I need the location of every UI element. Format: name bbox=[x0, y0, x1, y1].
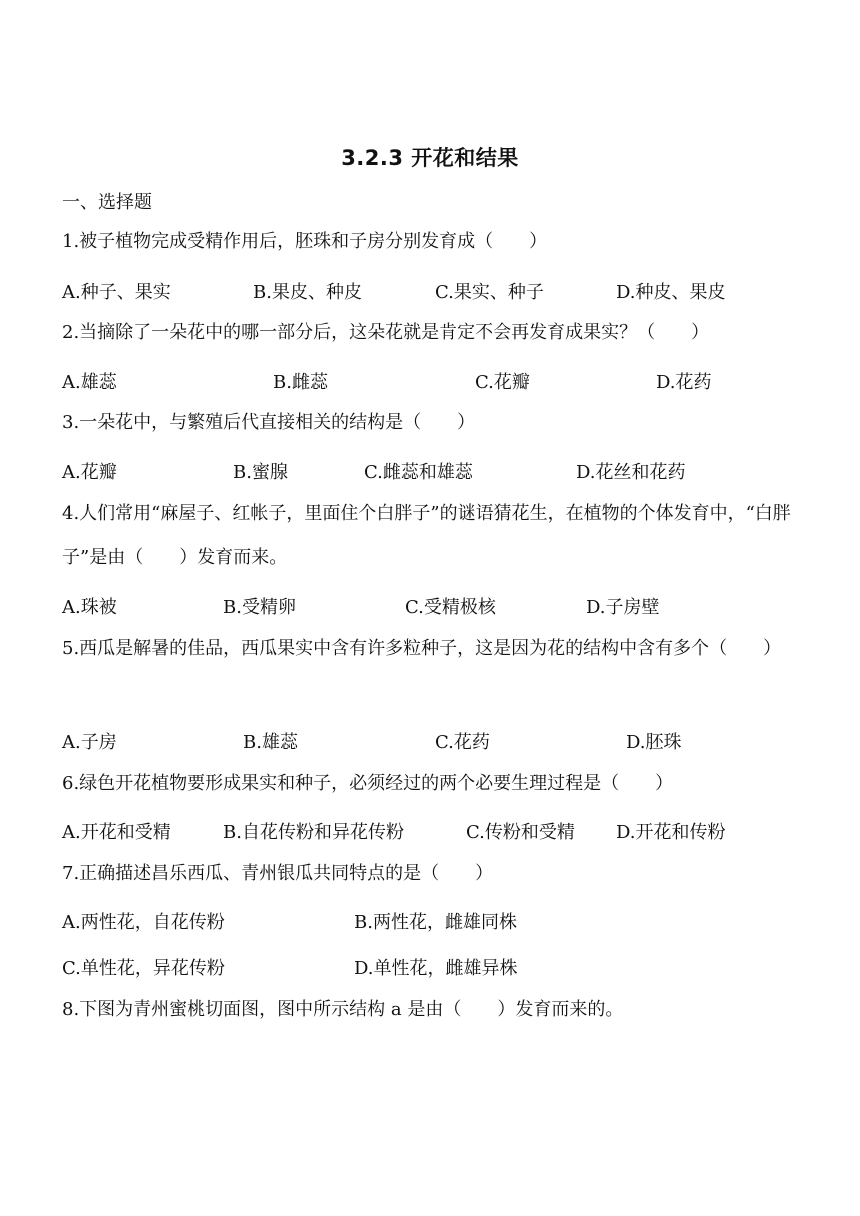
option-7b[interactable]: B.两性花，雌雄同株 bbox=[354, 912, 517, 933]
option-4c[interactable]: C.受精极核 bbox=[405, 597, 496, 618]
option-4a[interactable]: A.珠被 bbox=[62, 597, 117, 618]
option-2a[interactable]: A.雄蕊 bbox=[62, 372, 117, 393]
option-3d[interactable]: D.花丝和花药 bbox=[576, 462, 686, 483]
option-1b[interactable]: B.果皮、种皮 bbox=[253, 282, 362, 303]
option-2b[interactable]: B.雌蕊 bbox=[273, 372, 328, 393]
option-3a[interactable]: A.花瓣 bbox=[62, 462, 117, 483]
option-4b[interactable]: B.受精卵 bbox=[223, 597, 296, 618]
option-7a[interactable]: A.两性花，自花传粉 bbox=[62, 912, 225, 933]
option-5d[interactable]: D.胚珠 bbox=[626, 732, 682, 753]
question-2: 2.当摘除了一朵花中的哪一部分后，这朵花就是肯定不会再发育成果实？（ ） bbox=[62, 322, 710, 343]
option-5b[interactable]: B.雄蕊 bbox=[243, 732, 298, 753]
page-title: 3.2.3 开花和结果 bbox=[341, 146, 519, 170]
option-5a[interactable]: A.子房 bbox=[62, 732, 117, 753]
option-2d[interactable]: D.花药 bbox=[656, 372, 712, 393]
option-1a[interactable]: A.种子、果实 bbox=[62, 282, 171, 303]
option-1d[interactable]: D.种皮、果皮 bbox=[616, 282, 726, 303]
question-6: 6.绿色开花植物要形成果实和种子，必须经过的两个必要生理过程是（ ） bbox=[62, 773, 674, 794]
option-6a[interactable]: A.开花和受精 bbox=[62, 822, 171, 843]
question-7: 7.正确描述昌乐西瓜、青州银瓜共同特点的是（ ） bbox=[62, 863, 494, 884]
option-5c[interactable]: C.花药 bbox=[435, 732, 490, 753]
question-5: 5.西瓜是解暑的佳品，西瓜果实中含有许多粒种子，这是因为花的结构中含有多个（ ） bbox=[62, 638, 782, 659]
option-7d[interactable]: D.单性花，雌雄异株 bbox=[354, 958, 518, 979]
option-6b[interactable]: B.自花传粉和异花传粉 bbox=[223, 822, 404, 843]
question-8: 8.下图为青州蜜桃切面图，图中所示结构 a 是由（ ）发育而来的。 bbox=[62, 999, 624, 1020]
option-1c[interactable]: C.果实、种子 bbox=[435, 282, 544, 303]
option-4d[interactable]: D.子房壁 bbox=[586, 597, 660, 618]
option-3b[interactable]: B.蜜腺 bbox=[233, 462, 288, 483]
option-6c[interactable]: C.传粉和受精 bbox=[466, 822, 575, 843]
option-7c[interactable]: C.单性花，异花传粉 bbox=[62, 958, 225, 979]
question-4: 4.人们常用“麻屋子、红帐子，里面住个白胖子”的谜语猜花生，在植物的个体发育中，“白胖子”是由（ ）发育而来。 bbox=[62, 503, 791, 568]
question-1: 1.被子植物完成受精作用后，胚珠和子房分别发育成（ ） bbox=[62, 231, 548, 252]
option-6d[interactable]: D.开花和传粉 bbox=[616, 822, 726, 843]
option-2c[interactable]: C.花瓣 bbox=[475, 372, 530, 393]
option-3c[interactable]: C.雌蕊和雄蕊 bbox=[364, 462, 473, 483]
question-3: 3.一朵花中，与繁殖后代直接相关的结构是（ ） bbox=[62, 412, 476, 433]
section-heading: 一、选择题 bbox=[62, 192, 152, 213]
